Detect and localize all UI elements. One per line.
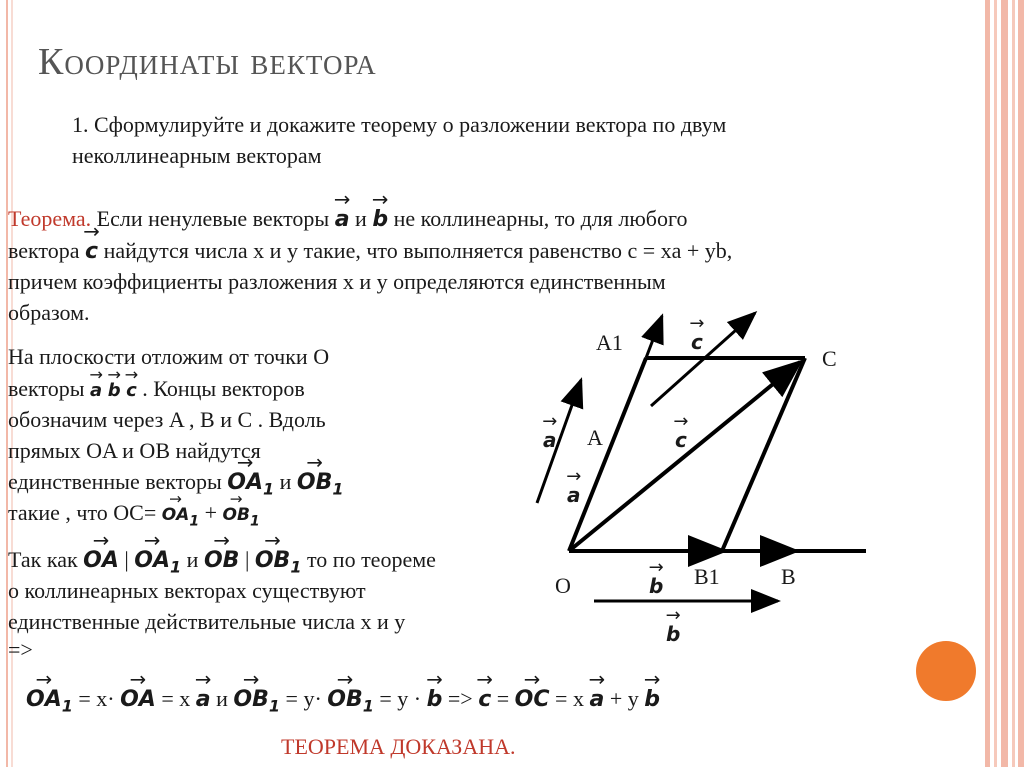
task-line-1: 1. Сформулируйте и докажите теорему о разложении вектора по двум (72, 112, 727, 137)
label-o: O (555, 573, 571, 598)
vector-oa-arrow (646, 316, 662, 358)
vector-b: → b (372, 207, 388, 232)
label-c: C (822, 346, 837, 371)
proof-line-10: => (8, 637, 33, 662)
label-b1: B1 (694, 564, 720, 589)
proof-line-7: Так как → OA | → $OA_1$ и → OB | → $OB_1$ то по теореме (8, 547, 436, 576)
label-a1: A1 (596, 330, 623, 355)
page-title: Координаты вектора (38, 41, 377, 83)
diagram-vector-c2-label: → c (675, 428, 687, 452)
line-cb1 (722, 358, 805, 551)
proof-line-6: такие , что $OC= \to OA_1$ + → $OB_1$ (8, 500, 260, 529)
diagram-vector-a-label: → a (543, 428, 557, 452)
vector-a: → a (335, 207, 350, 232)
proof-line-5: единственные векторы → $OA_1$ $и \to OB_1$ (8, 469, 344, 498)
proof-line-3: обозначим через A , B и C . Вдоль (8, 407, 326, 432)
proof-line-8: о коллинеарных векторах существуют (8, 578, 366, 603)
diagram-vector-a2-label: → a (567, 483, 581, 507)
vector-c: → c (85, 239, 98, 264)
proof-line-9: единственные действительные числа x и y (8, 609, 406, 634)
diagram-vector-b-label: → b (649, 574, 663, 598)
theorem-label: Теорема. (8, 206, 92, 231)
diagram-vector-c-label: → c (691, 330, 703, 354)
label-a: A (587, 425, 603, 450)
theorem-line-3: причем коэффициенты разложения x и y определяются единственным (8, 269, 666, 294)
diagram-vector-b2-label: → b (666, 622, 680, 646)
conclusion: ТЕОРЕМА ДОКАЗАНА. (281, 734, 516, 759)
proof-line-1: На плоскости отложим от точки O (8, 344, 330, 369)
label-b: B (781, 564, 796, 589)
theorem-line-1: Теорема. Если ненулевые векторы → a и → b не коллинеарны, то для любого (8, 206, 687, 232)
theorem-line-4: образом. (8, 300, 90, 325)
final-equation: → $OA_1 = x\cdot$ → OA = x → a $и \to OB_1 = y\cdot \to OB_1 = y$ · → b => → c = → OC = x → a + y → b (26, 686, 660, 715)
theorem-line-2: вектора → c найдутся числа x и y такие, что выполняется равенство c = xa + yb, (8, 238, 732, 264)
vector-oc (569, 362, 800, 551)
task-line-2: неколлинеарным векторам (72, 143, 322, 168)
proof-line-2: векторы → a → b → c . Концы векторов (8, 376, 305, 402)
proof-line-4: прямых OA и OB найдутся (8, 438, 261, 463)
